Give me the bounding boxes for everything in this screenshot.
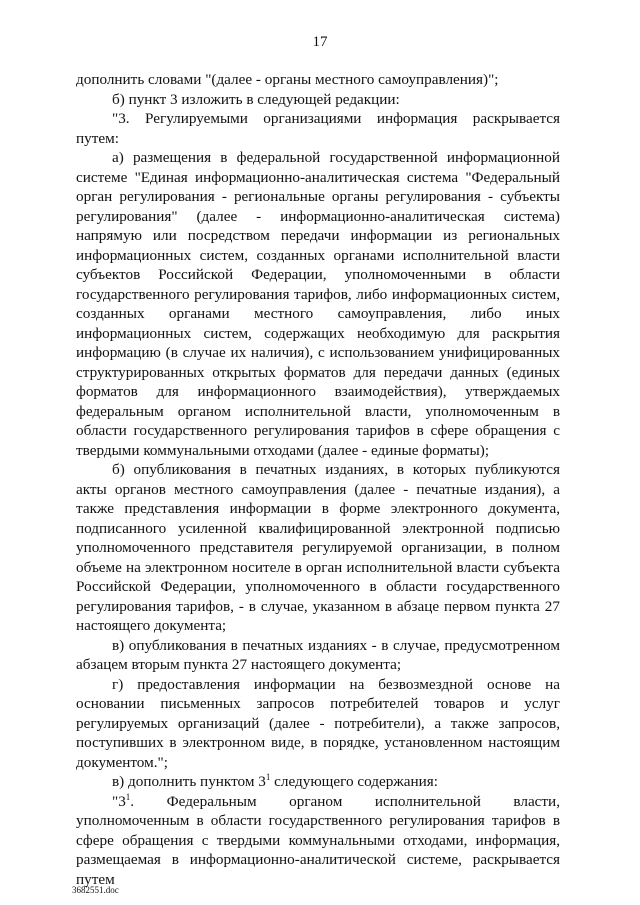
paragraph-subitem-a: а) размещения в федеральной государственной информационной системе "Единая информационно-аналитическая система "Федеральный орган регулирования - региональные органы регулирования - субъекты регулирования" (далее - информационно-аналитическая система) напрямую или посредством передачи информации из региональных информационных систем, созданных органами исполнительной власти субъектов Российской Федерации, уполномоченными в области государственного регулирования тарифов, либо информационных систем, созданных органами местного самоуправления, либо иных информационных систем, содержащих необходимую для раскрытия информацию (в случае их наличия), с использованием унифицированных структурированных открытых форматов для передачи данных (единых форматов для информационного взаимодействия), утверждаемых федеральным органом исполнительной власти, уполномоченным в области государственного регулирования тарифов в сфере обращения с твердыми коммунальными отходами (далее - единые форматы); [76,149,560,459]
paragraph-text-after: следующего содержания: [270,773,438,790]
paragraph-point-3-header: "3. Регулируемыми организациями информация раскрывается путем: [76,110,560,147]
superscript: 1 [265,772,271,782]
paragraph-subitem-b: б) опубликования в печатных изданиях, в которых публикуются акты органов местного самоуправления (далее - печатные издания), а также представления информации в форме электронного документа, подписанного усиленной квалифицированной электронной подписью уполномоченного представителя регулируемой организации, в полном объеме на электронном носителе в орган исполнительной власти субъекта Российской Федерации, уполномоченного в области государственного регулирования тарифов, - в случае, указанном в абзаце первом пункта 27 настоящего документа; [76,461,560,634]
paragraph-item-b-header: б) пункт 3 изложить в следующей редакции: [112,90,400,108]
paragraph-text-after: . Федеральным органом исполнительной власти, уполномоченным в области государственного регулирования тарифов в сфере обращения с твердыми коммунальными отходами, информация, размещаемая в информационно-аналитической системе, раскрывается путем [76,792,560,888]
paragraph-point-3-1 [76,792,560,890]
paragraph-subitem-g: г) предоставления информации на безвозмездной основе на основании письменных запросов потребителей товаров и услуг регулируемых организаций (далее - потребители), а также запросов, поступивших в электронном виде, в порядке, установленном настоящим документом."; [76,675,560,771]
paragraph-text-before: "3 [112,792,126,810]
paragraph-subitem-v: в) опубликования в печатных изданиях - в случае, предусмотренном абзацем вторым пункта 27 настоящего документа; [76,636,560,673]
paragraph-item-v-header [76,772,560,792]
footer-filename: 3682551.doc [72,885,119,895]
document-body [76,70,560,889]
paragraph-text-before: в) дополнить пунктом 3 [112,773,266,790]
page-number: 17 [312,34,328,50]
paragraph-continuation: дополнить словами "(далее - органы местного самоуправления)"; [76,71,499,88]
superscript: 1 [125,791,131,802]
